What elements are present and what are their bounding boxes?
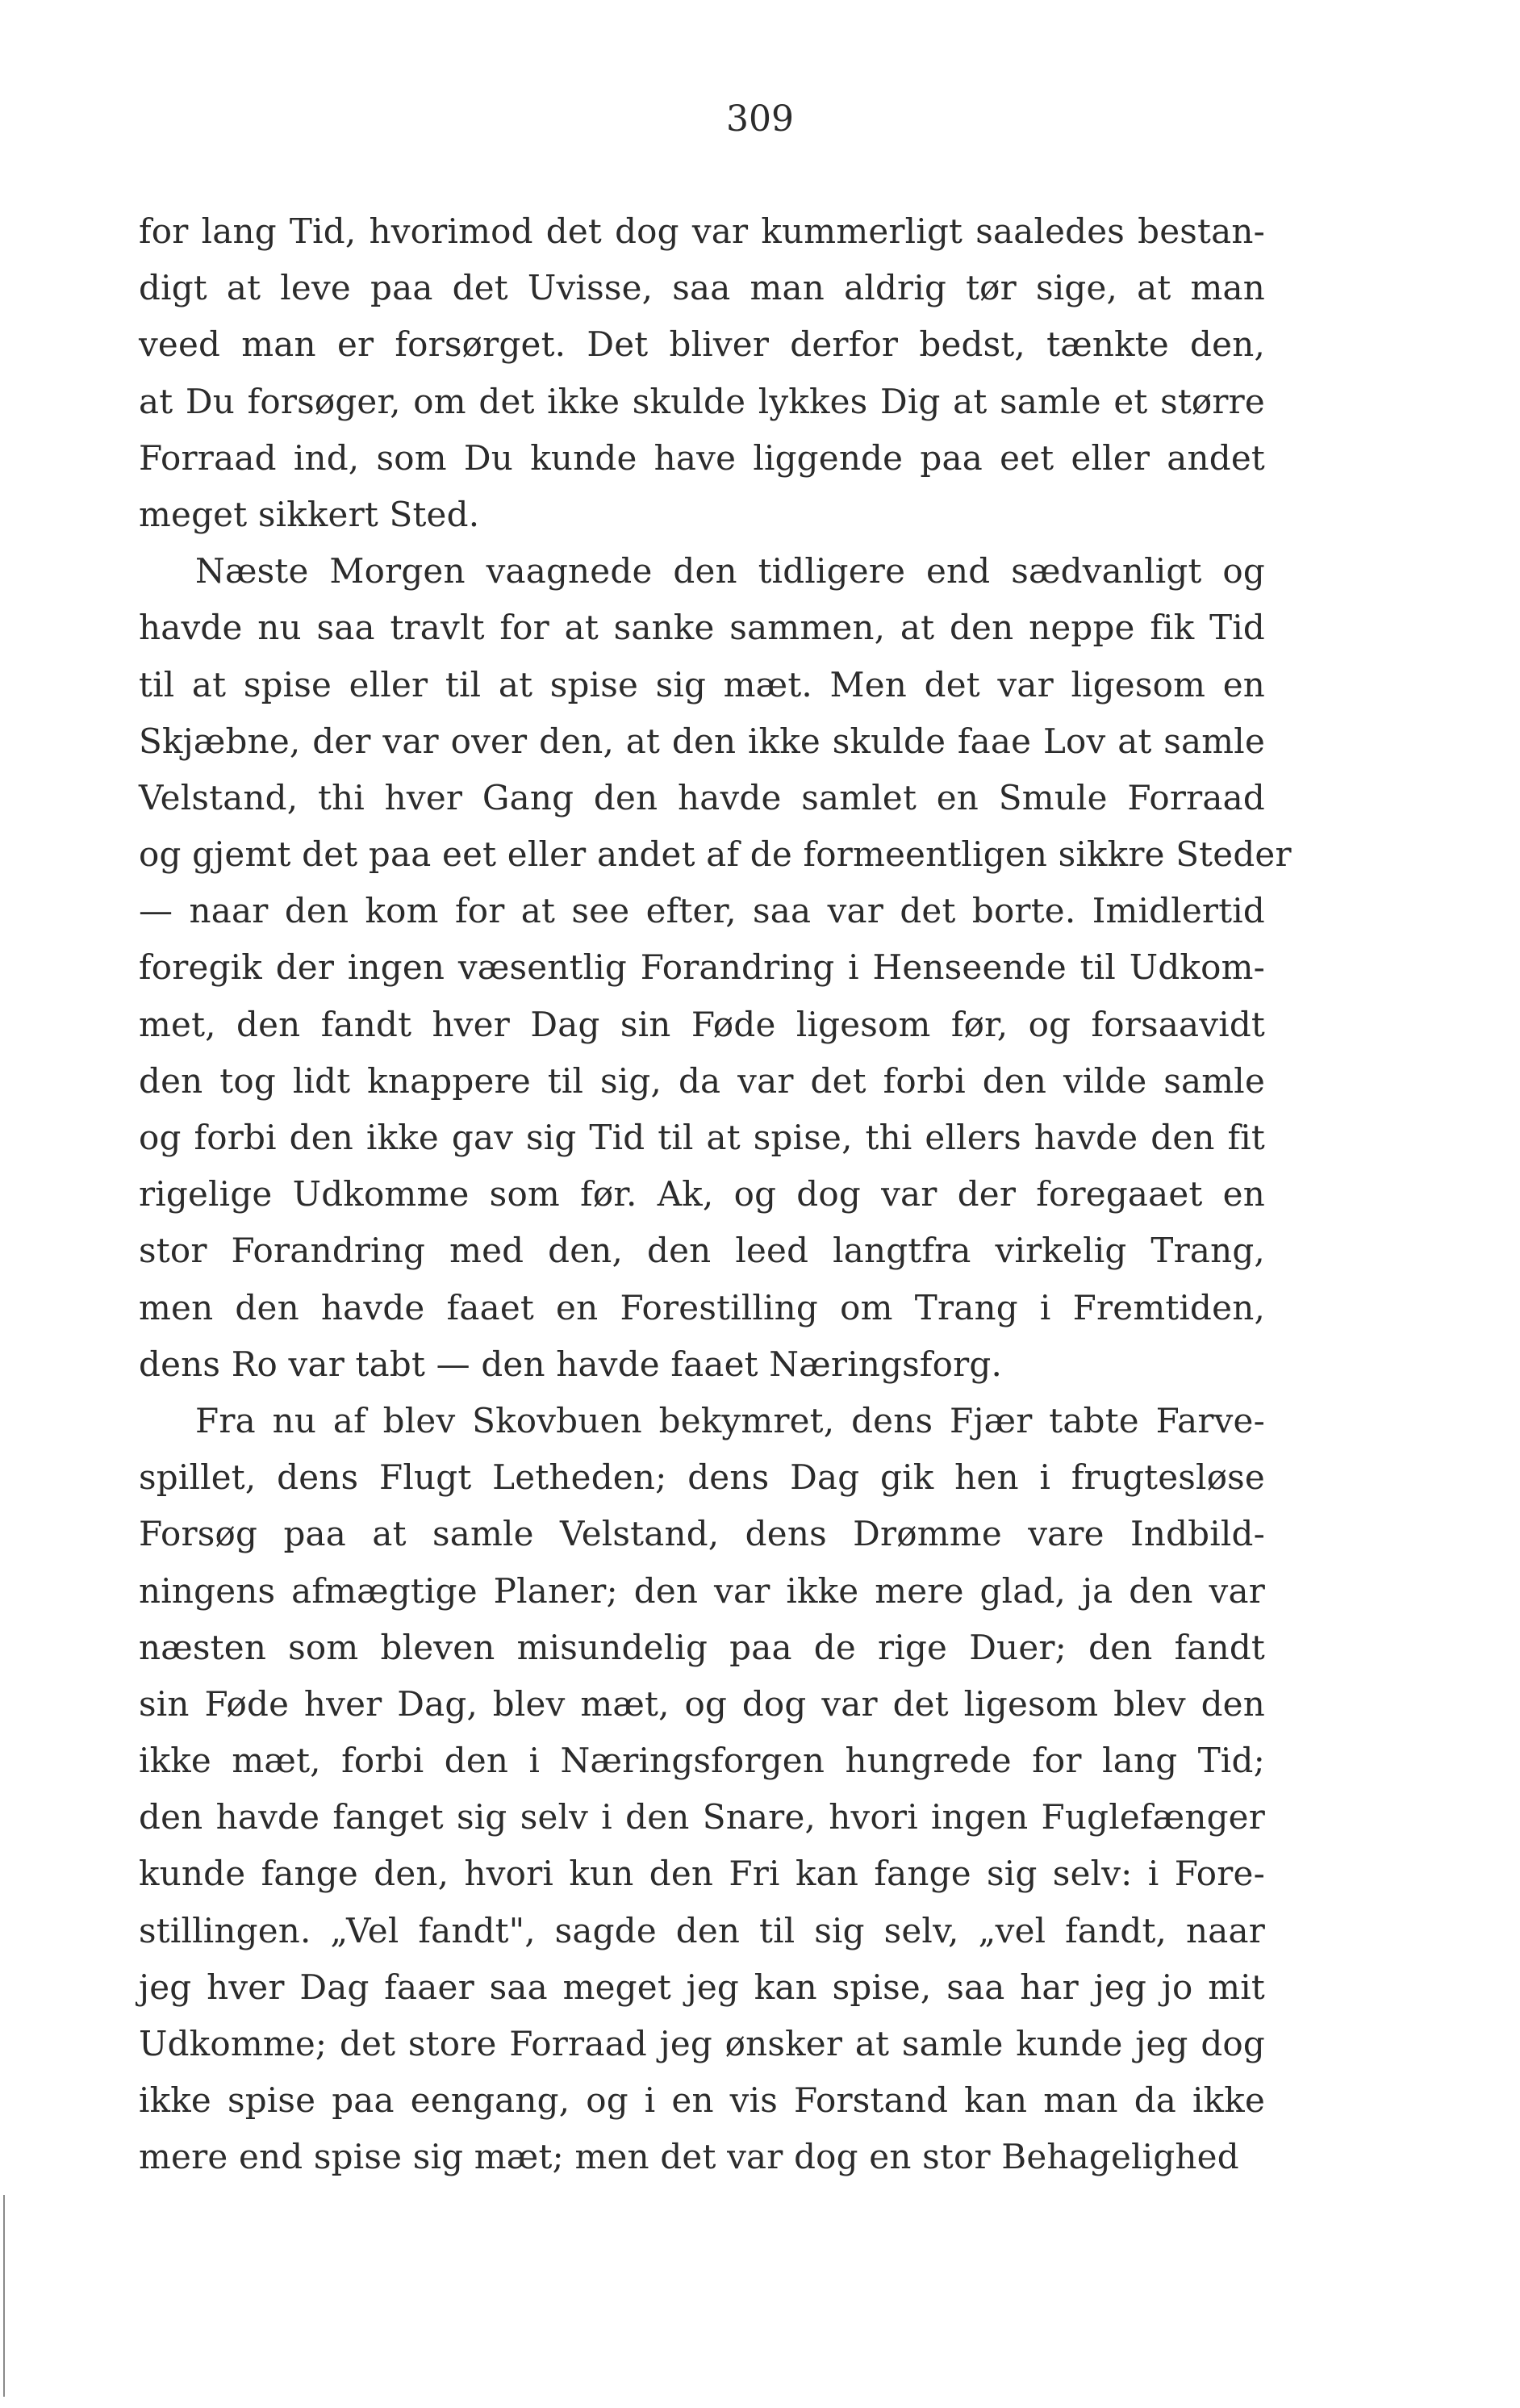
text-line: ikke spise paa eengang, og i en vis Forstand kan man da ikke: [139, 2080, 1265, 2121]
text-line: at Du forsøger, om det ikke skulde lykkes Dig at samle et større: [139, 381, 1265, 421]
paragraph-start-line: Næste Morgen vaagnede den tidligere end sædvanligt og: [195, 551, 1265, 592]
text-line: spillet, dens Flugt Letheden; dens Dag gik hen i frugtesløse: [139, 1457, 1265, 1498]
text-line: for lang Tid, hvorimod det dog var kummerligt saaledes bestan-: [139, 211, 1265, 251]
text-line: til at spise eller til at spise sig mæt. Men det var ligesom en: [139, 664, 1265, 704]
text-line: met, den fandt hver Dag sin Føde ligesom før, og forsaavidt: [139, 1004, 1265, 1044]
text-line: men den havde faaet en Forestilling om Trang i Fremtiden,: [139, 1287, 1265, 1327]
scan-edge-mark: [3, 2195, 5, 2397]
text-line: mere end spise sig mæt; men det var dog en stor Behagelighed: [139, 2137, 1239, 2177]
text-line: — naar den kom for at see efter, saa var det borte. Imidlertid: [139, 891, 1265, 931]
text-line: foregik der ingen væsentlig Forandring i Henseende til Udkom-: [139, 947, 1265, 988]
text-line: dens Ro var tabt — den havde faaet Næringsforg.: [139, 1344, 1003, 1384]
text-line: jeg hver Dag faaer saa meget jeg kan spise, saa har jeg jo mit: [139, 1967, 1265, 2007]
text-line: stor Forandring med den, den leed langtfra virkelig Trang,: [139, 1231, 1265, 1271]
text-line: den havde fanget sig selv i den Snare, hvori ingen Fuglefænger: [139, 1797, 1265, 1837]
text-line: digt at leve paa det Uvisse, saa man aldrig tør sige, at man: [139, 268, 1265, 308]
text-line: kunde fange den, hvori kun den Fri kan fange sig selv: i Fore-: [139, 1854, 1265, 1894]
text-line: ningens afmægtige Planer; den var ikke mere glad, ja den var: [139, 1570, 1265, 1611]
text-line: Velstand, thi hver Gang den havde samlet en Smule Forraad: [139, 777, 1265, 817]
text-line: Udkomme; det store Forraad jeg ønsker at samle kunde jeg dog: [139, 2024, 1265, 2063]
text-line: Skjæbne, der var over den, at den ikke skulde faae Lov at samle: [139, 721, 1265, 761]
body-text: [139, 203, 1292, 2186]
text-line: næsten som bleven misundelig paa de rige Duer; den fandt: [139, 1627, 1265, 1667]
text-line: Forraad ind, som Du kunde have liggende paa eet eller andet: [139, 437, 1265, 478]
text-line: Forsøg paa at samle Velstand, dens Drømme vare Indbild-: [139, 1514, 1265, 1554]
text-line: stillingen. „Vel fandt", sagde den til sig selv, „vel fandt, naar: [139, 1910, 1265, 1950]
page-number: 309: [726, 98, 794, 140]
text-line: og gjemt det paa eet eller andet af de formeentligen sikkre Steder: [139, 834, 1292, 875]
text-line: den tog lidt knappere til sig, da var det forbi den vilde samle: [139, 1060, 1265, 1101]
text-line: rigelige Udkomme som før. Ak, og dog var der foregaaet en: [139, 1174, 1265, 1214]
text-line: sin Føde hver Dag, blev mæt, og dog var det ligesom blev den: [139, 1683, 1265, 1724]
text-line: havde nu saa travlt for at sanke sammen, at den neppe fik Tid: [139, 608, 1265, 648]
paragraph-start-line: Fra nu af blev Skovbuen bekymret, dens Fjær tabte Farve-: [195, 1400, 1265, 1440]
text-line: veed man er forsørget. Det bliver derfor bedst, tænkte den,: [139, 324, 1265, 365]
text-line: og forbi den ikke gav sig Tid til at spise, thi ellers havde den fit: [139, 1118, 1265, 1157]
text-line: ikke mæt, forbi den i Næringsforgen hungrede for lang Tid;: [139, 1741, 1265, 1781]
text-line: meget sikkert Sted.: [139, 494, 480, 534]
